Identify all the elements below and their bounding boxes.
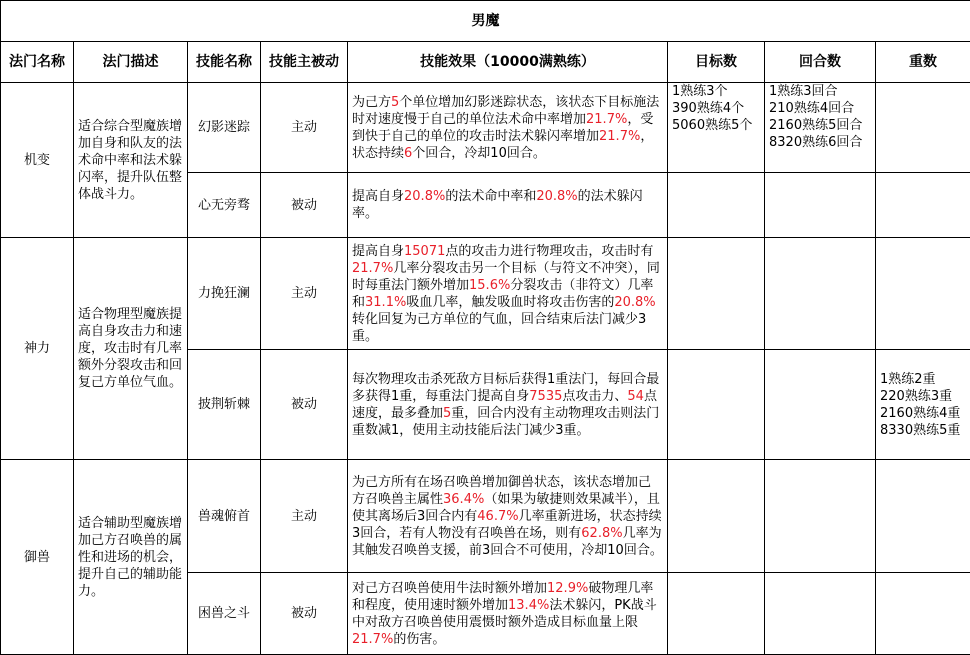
target-count	[668, 350, 765, 460]
effect-text: 转化回复为己方单位的气血，回合结束后法门减少3重。	[352, 311, 647, 344]
effect-number: 46.7%	[477, 508, 519, 524]
effect-text: 法术躲闪，PK战斗中对敌方召唤兽使用震慑时额外造成目标血量上限	[352, 597, 657, 630]
target-count	[668, 238, 765, 350]
skill-name: 力挽狂澜	[188, 238, 261, 350]
stack-count	[876, 350, 970, 460]
target-count	[668, 173, 765, 238]
header-row	[1, 42, 970, 83]
group-desc: 适合辅助型魔族增加己方召唤兽的属性和进场的机会，提升自己的辅助能力。	[74, 460, 188, 655]
effect-text: 的法术躲闪率。	[352, 189, 643, 221]
effect-text: 破物理几率和程度，使用速时额外增加	[352, 580, 654, 613]
effect-text: 为己方	[352, 94, 392, 110]
skill-type: 被动	[261, 173, 348, 238]
effect-text: 点速度，最多叠加	[352, 388, 657, 421]
effect-text: ，状态持续	[352, 128, 654, 161]
round-count	[765, 460, 876, 573]
list-line: 1熟练3个	[672, 84, 728, 99]
effect-number: 21.7%	[352, 631, 394, 647]
header-cell: 重数	[876, 42, 970, 83]
table-row	[1, 83, 970, 173]
list-line: 8320熟练6回合	[769, 135, 863, 150]
skill-name: 心无旁骛	[188, 173, 261, 238]
header-cell: 回合数	[765, 42, 876, 83]
list-line: 2160熟练4重	[880, 405, 961, 421]
stack-count	[876, 238, 970, 350]
effect-text: 点的攻击力进行物理攻击，攻击时有	[445, 243, 654, 259]
round-count	[765, 238, 876, 350]
header-cell: 法门描述	[74, 42, 188, 83]
effect-number: 13.4%	[508, 597, 550, 613]
effect-text: 几率分裂攻击另一个目标（与符文不冲突），同时每重法门额外增加	[352, 260, 660, 293]
effect-text: 个单位增加幻影迷踪状态，该状态下目标施法时对速度慢于自己的单位法术命中率增加	[352, 94, 660, 127]
list-line: 390熟练4个	[672, 101, 745, 116]
skill-effect	[348, 83, 668, 173]
skill-type: 被动	[261, 350, 348, 460]
effect-text: 几率重新进场，状态持续3回合，若有人物没有召唤兽在场，则有	[352, 508, 662, 541]
list-line: 5060熟练5个	[672, 118, 753, 133]
effect-number: 6	[404, 145, 413, 161]
list-line: 8330熟练5重	[880, 422, 961, 438]
effect-number: 21.7%	[599, 128, 641, 144]
effect-number: 12.9%	[547, 580, 589, 596]
effect-number: 21.7%	[586, 111, 628, 127]
skill-effect	[348, 173, 668, 238]
group-name: 御兽	[1, 460, 74, 655]
effect-text: 对己方召唤兽使用牛法时额外增加	[352, 580, 548, 596]
skill-type: 主动	[261, 83, 348, 173]
header-cell: 技能效果（10000满熟练）	[348, 42, 668, 83]
header-cell: 技能主被动	[261, 42, 348, 83]
effect-number: 20.8%	[536, 189, 578, 204]
effect-number: 5	[391, 94, 400, 110]
table-title: 男魔	[1, 1, 970, 42]
effect-number: 15.6%	[469, 277, 511, 293]
effect-text: 每次物理攻击杀死敌方目标后获得1重法门，每回合最多获得1重，每重法门提高自身	[352, 371, 660, 404]
effect-number: 15071	[404, 243, 446, 259]
effect-text: 点攻击力、	[562, 388, 628, 404]
stack-count	[876, 83, 970, 173]
target-count	[668, 573, 765, 655]
effect-text: 个回合，冷却10回合。	[412, 145, 546, 161]
effect-number: 5	[443, 405, 452, 421]
stack-count	[876, 173, 970, 238]
round-count	[765, 83, 876, 173]
effect-number: 7535	[529, 388, 563, 404]
effect-text: 重，回合内没有主动物理攻击则法门重数减1，使用主动技能后法门减少3重。	[352, 405, 660, 438]
effect-text: 为己方所有在场召唤兽增加御兽状态，该状态增加己方召唤兽主属性	[352, 474, 652, 507]
effect-number: 31.1%	[365, 294, 407, 310]
round-count	[765, 573, 876, 655]
effect-number: 36.4%	[443, 491, 485, 507]
effect-number: 20.8%	[404, 189, 446, 204]
effect-text: 的伤害。	[393, 631, 446, 647]
effect-number: 21.7%	[352, 260, 394, 276]
target-count	[668, 83, 765, 173]
skill-effect	[348, 460, 668, 573]
skill-type: 被动	[261, 573, 348, 655]
effect-number: 54	[627, 388, 644, 404]
effect-text: （如果为敏捷则效果减半），且使其离场后3回合内有	[352, 491, 660, 524]
group-name: 神力	[1, 238, 74, 460]
skill-type: 主动	[261, 238, 348, 350]
effect-text: 分裂攻击（非符文）几率和	[352, 277, 654, 310]
list-line: 1熟练3回合	[769, 84, 838, 99]
skill-type: 主动	[261, 460, 348, 573]
target-count	[668, 460, 765, 573]
effect-text: 吸血几率，触发吸血时将攻击伤害的	[406, 294, 615, 310]
round-count	[765, 173, 876, 238]
skill-name: 披荆斩棘	[188, 350, 261, 460]
header-cell: 技能名称	[188, 42, 261, 83]
effect-text: 的法术命中率和	[445, 189, 537, 204]
group-name: 机变	[1, 83, 74, 238]
list-line: 1熟练2重	[880, 371, 936, 387]
list-line: 220熟练3重	[880, 388, 953, 404]
round-count	[765, 350, 876, 460]
skill-effect	[348, 573, 668, 655]
table-row	[1, 238, 970, 350]
skill-effect	[348, 350, 668, 460]
list-line: 210熟练4回合	[769, 101, 855, 116]
header-cell: 法门名称	[1, 42, 74, 83]
effect-text: 提高自身	[352, 189, 405, 204]
table-row	[1, 460, 970, 573]
stack-count	[876, 573, 970, 655]
skill-name: 困兽之斗	[188, 573, 261, 655]
effect-text: 提高自身	[352, 243, 405, 259]
skill-effect	[348, 238, 668, 350]
effect-text: 几率为其触发召唤兽支援，前3回合不可使用，冷却10回合。	[352, 525, 663, 558]
stack-count	[876, 460, 970, 573]
header-cell: 目标数	[668, 42, 765, 83]
list-line: 2160熟练5回合	[769, 118, 863, 133]
effect-number: 20.8%	[614, 294, 656, 310]
group-desc: 适合物理型魔族提高自身攻击力和速度，攻击时有几率额外分裂攻击和回复己方单位气血。	[74, 238, 188, 460]
effect-number: 62.8%	[581, 525, 623, 541]
effect-text: ，受到快于自己的单位的攻击时法术躲闪率增加	[352, 111, 654, 144]
skill-name: 兽魂俯首	[188, 460, 261, 573]
group-desc: 适合综合型魔族增加自身和队友的法术命中率和法术躲闪率，提升队伍整体战斗力。	[74, 83, 188, 238]
skill-name: 幻影迷踪	[188, 83, 261, 173]
